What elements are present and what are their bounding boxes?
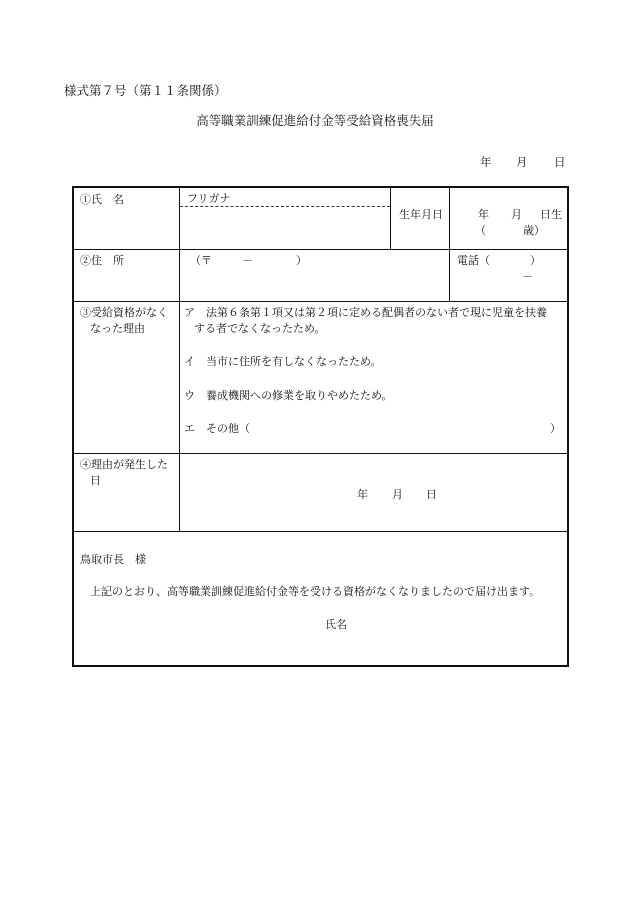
name-input[interactable] <box>184 210 384 244</box>
reason-option-a-key[interactable]: ア <box>184 306 195 319</box>
reason-option-u-text: 養成機関への修業を取りやめたため。 <box>206 389 393 402</box>
row-divider <box>74 453 567 454</box>
postal-dash: － <box>242 254 253 267</box>
signature-label: 氏名 <box>325 618 347 631</box>
age-open: （ <box>475 224 486 237</box>
reason-option-i-text: 当市に住所を有しなくなったため。 <box>206 355 382 368</box>
reason-option-e-key[interactable]: エ <box>184 422 195 435</box>
reason-option-u-key[interactable]: ウ <box>184 389 195 402</box>
row-divider <box>74 249 567 250</box>
other-reason-input[interactable] <box>254 422 544 436</box>
label-column-divider <box>179 188 180 531</box>
signature-input[interactable] <box>354 616 554 634</box>
form-number: 様式第７号（第１１条関係） <box>64 83 227 98</box>
furigana-separator <box>180 206 390 207</box>
name-label: ①氏 名 <box>80 193 124 206</box>
document-title: 高等職業訓練促進給付金等受給資格喪失届 <box>196 113 434 128</box>
date-year-label: 年 <box>480 155 492 169</box>
address-label: ②住 所 <box>80 254 124 267</box>
date-month-label: 月 <box>516 155 528 169</box>
addressee: 鳥取市長 様 <box>80 553 146 566</box>
reason-option-a-text-cont: する者でなくなったため。 <box>194 322 326 335</box>
row-divider <box>74 301 567 302</box>
date-day-label: 日 <box>554 155 566 169</box>
form-table <box>72 186 569 667</box>
age-label: 歳） <box>523 224 545 237</box>
occurrence-label-cont: 日 <box>90 474 101 487</box>
reason-label-cont: なった理由 <box>90 322 145 335</box>
submission-date <box>480 154 492 170</box>
postal-open: （〒 <box>190 254 212 267</box>
reason-option-e-close: ） <box>550 422 561 435</box>
furigana-label: フリガナ <box>187 192 231 205</box>
occurrence-year-label: 年 <box>357 488 368 501</box>
occurrence-day-label: 日 <box>426 488 437 501</box>
column-divider <box>449 188 450 249</box>
postal-close: ） <box>296 254 307 267</box>
reason-option-i-key[interactable]: イ <box>184 355 195 368</box>
birthdate-label: 生年月日 <box>399 208 443 221</box>
phone-dash: － <box>522 270 533 283</box>
declaration-text: 上記のとおり、高等職業訓練促進給付金等を受ける資格がなくなりましたので届け出ます。 <box>90 585 541 598</box>
birth-year-label: 年 <box>478 208 489 221</box>
birth-day-label: 日生 <box>540 208 562 221</box>
address-input[interactable] <box>184 270 444 296</box>
column-divider <box>449 249 450 301</box>
reason-label: ③受給資格がなく <box>80 306 168 319</box>
occurrence-label: ④理由が発生した <box>80 458 168 471</box>
reason-option-a-text: 法第６条第１項又は第２項に定める配偶者のない者で現に児童を扶養 <box>206 306 547 319</box>
phone-close: ） <box>530 254 541 267</box>
phone-label: 電話（ <box>457 254 490 267</box>
column-divider <box>390 188 391 249</box>
reason-option-e-text: その他（ <box>206 422 250 435</box>
occurrence-month-label: 月 <box>392 488 403 501</box>
row-divider <box>74 531 567 532</box>
birth-month-label: 月 <box>511 208 522 221</box>
